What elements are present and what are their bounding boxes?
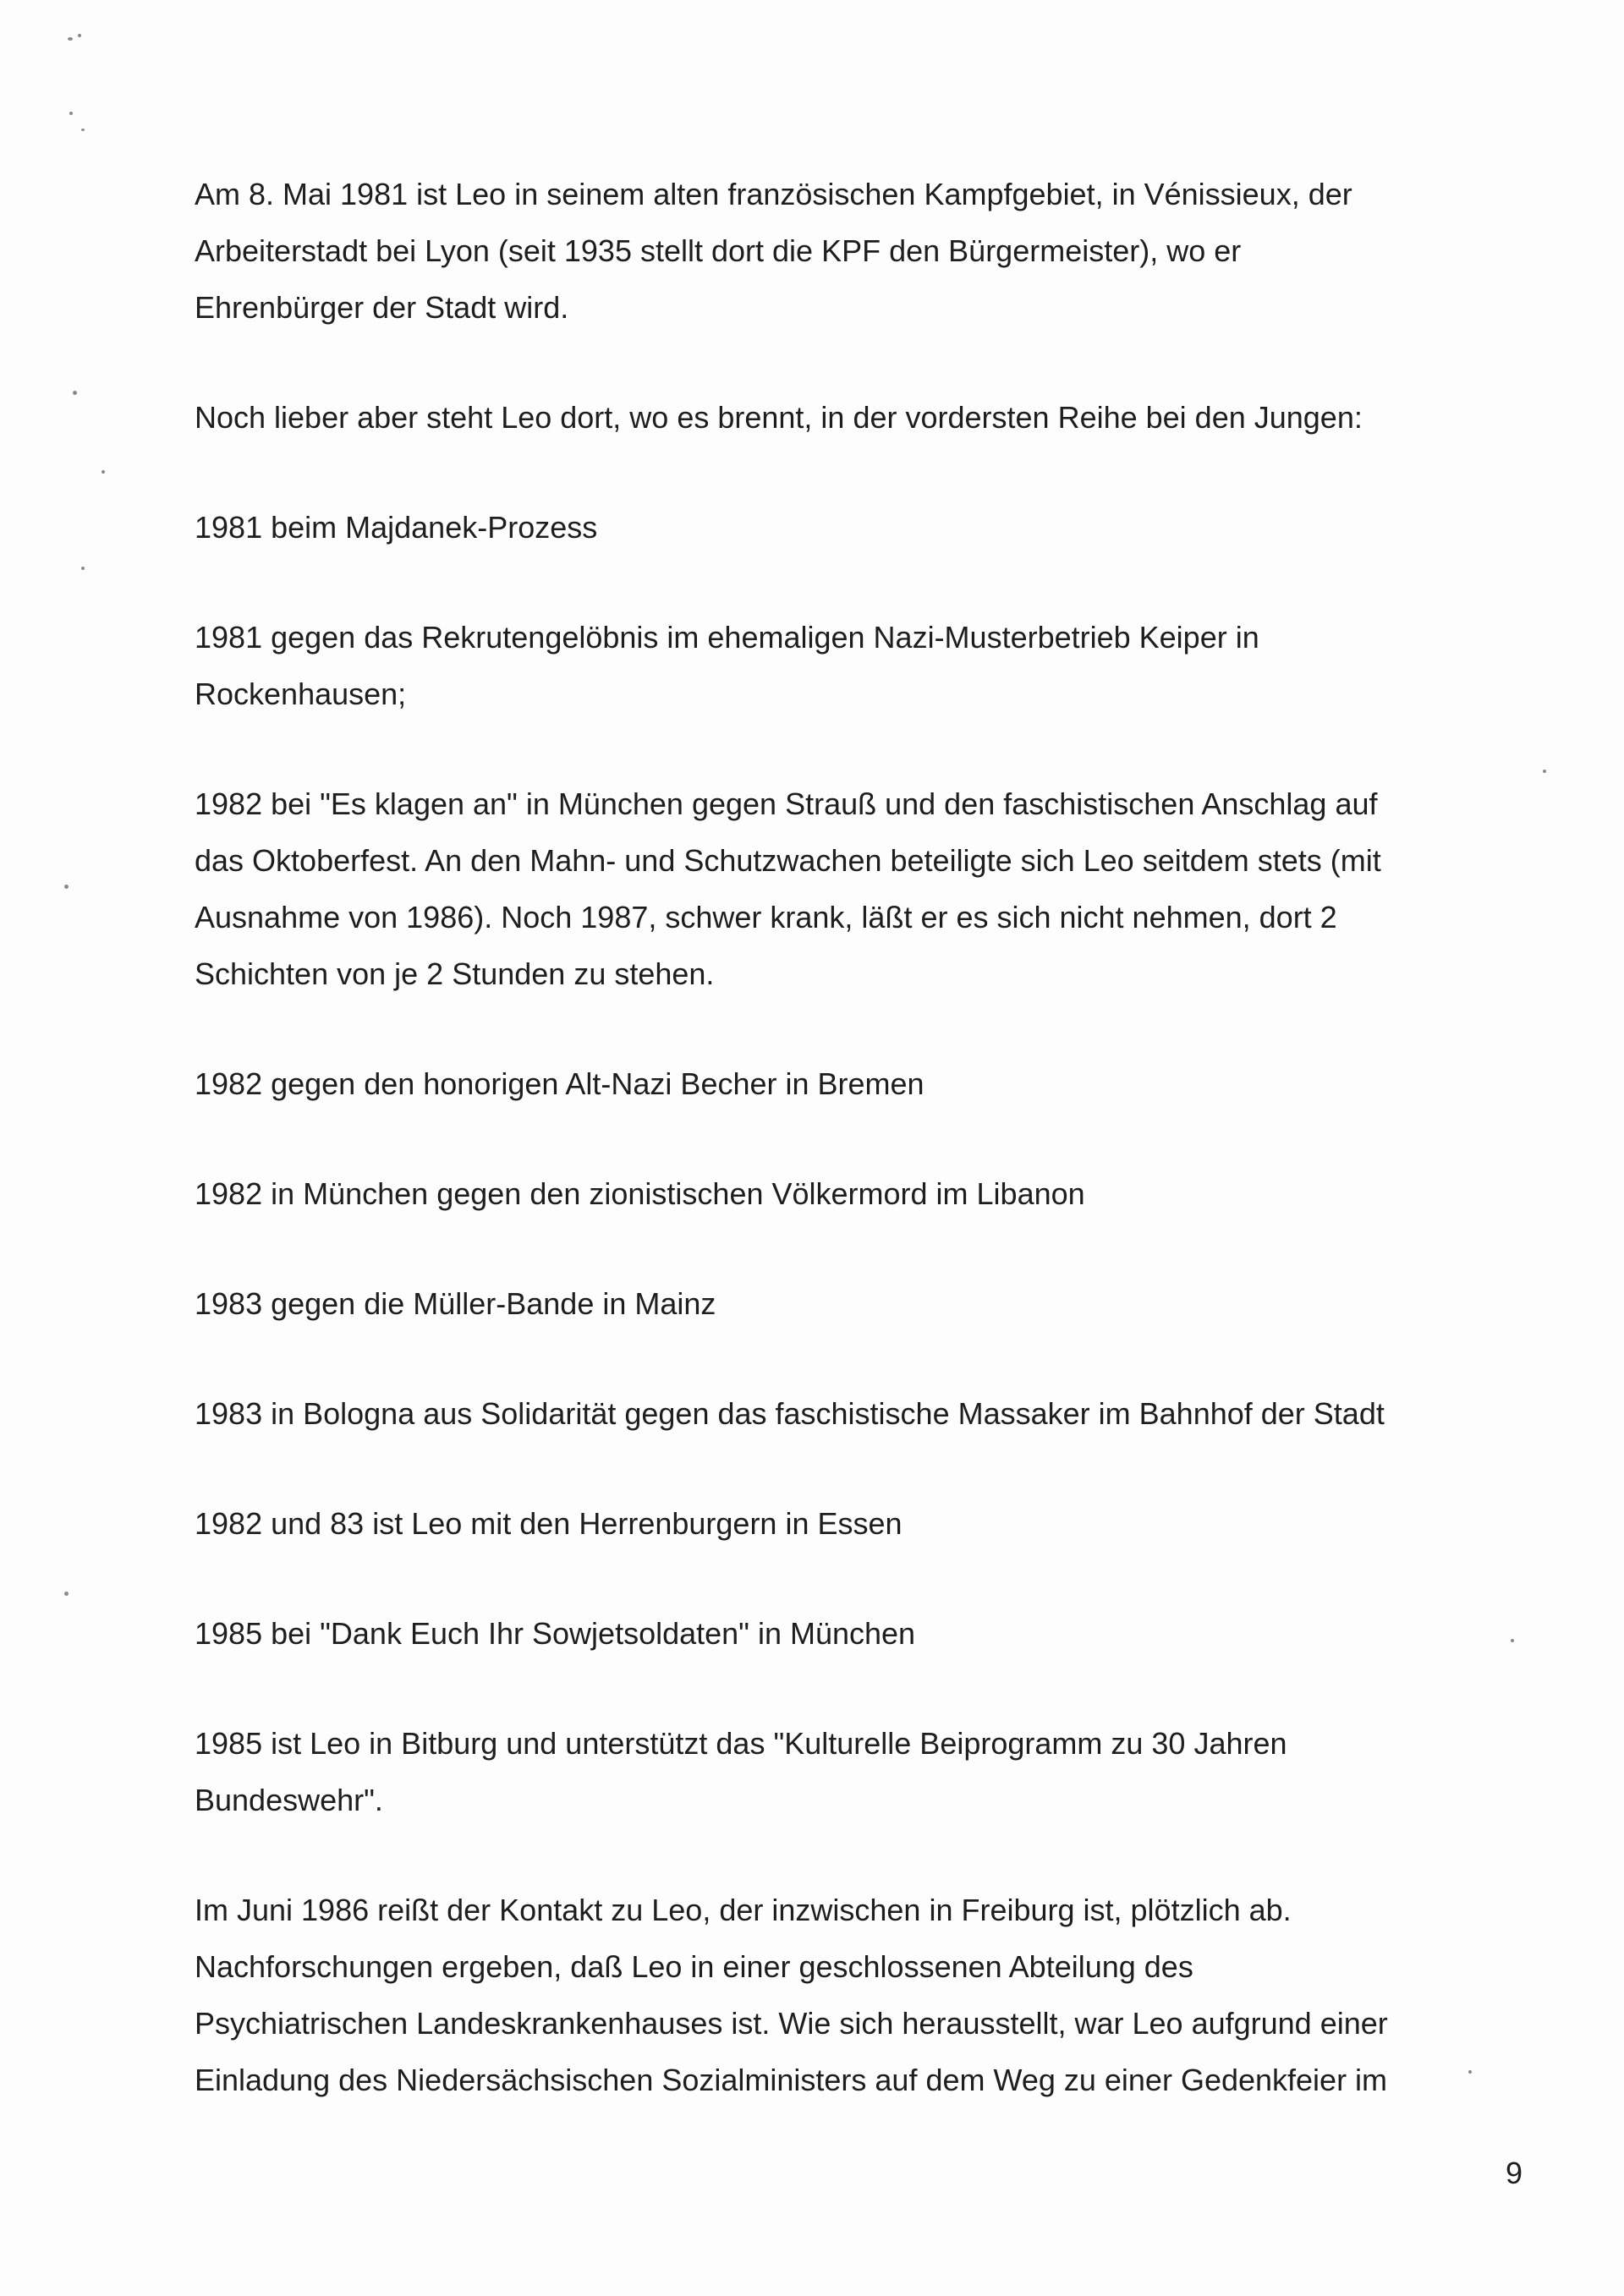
scan-speck (102, 470, 105, 474)
list-item-1982-es-klagen-an (195, 775, 1514, 1002)
text-line: 1982 in München gegen den zionistischen Völkermord im Libanon (195, 1176, 1085, 1211)
list-item-1981-rekrutengeloebnis (195, 609, 1514, 722)
text-line: Ehrenbürger der Stadt wird. (195, 290, 569, 325)
list-item-1983-mainz (195, 1275, 1514, 1332)
list-item-1981-majdanek (195, 499, 1514, 556)
list-item-1982-becher (195, 1055, 1514, 1112)
scan-speck (78, 34, 81, 37)
scan-speck (64, 885, 69, 889)
list-item-1982-83-essen (195, 1495, 1514, 1552)
text-line: 1981 gegen das Rekrutengelöbnis im ehemaligen Nazi-Musterbetrieb Keiper in (195, 620, 1259, 655)
scan-speck (1543, 770, 1546, 773)
list-item-1983-bologna (195, 1385, 1514, 1442)
scan-speck (69, 112, 73, 115)
text-line: Am 8. Mai 1981 ist Leo in seinem alten französischen Kampfgebiet, in Vénissieux, der (195, 177, 1352, 211)
list-item-1985-bitburg (195, 1715, 1514, 1828)
text-line: 1981 beim Majdanek-Prozess (195, 510, 598, 545)
text-line: Noch lieber aber steht Leo dort, wo es brennt, in der vordersten Reihe bei den Jungen: (195, 400, 1363, 435)
text-line: 1982 und 83 ist Leo mit den Herrenburgern in Essen (195, 1506, 903, 1541)
text-line: 1982 bei "Es klagen an" in München gegen Strauß und den faschistischen Anschlag auf (195, 786, 1378, 821)
text-line: Ausnahme von 1986). Noch 1987, schwer krank, läßt er es sich nicht nehmen, dort 2 (195, 900, 1337, 934)
document-body (195, 166, 1514, 2162)
text-line: Psychiatrischen Landeskrankenhauses ist. Wie sich herausstellt, war Leo aufgrund einer (195, 2006, 1388, 2041)
scan-speck (81, 567, 85, 570)
text-line: Arbeiterstadt bei Lyon (seit 1935 stellt dort die KPF den Bürgermeister), wo er (195, 233, 1242, 268)
list-item-1982-libanon (195, 1165, 1514, 1222)
text-line: 1983 in Bologna aus Solidarität gegen das faschistische Massaker im Bahnhof der Stadt (195, 1396, 1385, 1431)
scan-speck (64, 1592, 69, 1596)
text-line: Einladung des Niedersächsischen Sozialministers auf dem Weg zu einer Gedenkfeier im (195, 2063, 1388, 2097)
page-number: 9 (1505, 2156, 1522, 2190)
paragraph-venissieux (195, 166, 1514, 336)
text-line: 1982 gegen den honorigen Alt-Nazi Becher in Bremen (195, 1066, 924, 1101)
list-item-1985-sowjetsoldaten (195, 1605, 1514, 1662)
text-line: 1983 gegen die Müller-Bande in Mainz (195, 1286, 716, 1321)
text-line: Rockenhausen; (195, 677, 407, 711)
paragraph-juni-1986 (195, 1882, 1514, 2108)
text-line: Nachforschungen ergeben, daß Leo in einer geschlossenen Abteilung des (195, 1949, 1193, 1984)
scan-speck (81, 129, 85, 131)
scan-speck (73, 391, 77, 395)
scan-speck (1511, 1639, 1514, 1642)
text-line: Im Juni 1986 reißt der Kontakt zu Leo, der inzwischen in Freiburg ist, plötzlich ab. (195, 1893, 1292, 1927)
scan-speck (68, 37, 73, 41)
paragraph-intro-list (195, 389, 1514, 446)
text-line: das Oktoberfest. An den Mahn- und Schutzwachen beteiligte sich Leo seitdem stets (mit (195, 843, 1381, 878)
text-line: 1985 bei "Dank Euch Ihr Sowjetsoldaten" in München (195, 1616, 916, 1651)
text-line: Bundeswehr". (195, 1783, 383, 1817)
text-line: Schichten von je 2 Stunden zu stehen. (195, 956, 715, 991)
text-line: 1985 ist Leo in Bitburg und unterstützt das "Kulturelle Beiprogramm zu 30 Jahren (195, 1726, 1287, 1761)
scan-speck (1468, 2070, 1472, 2074)
